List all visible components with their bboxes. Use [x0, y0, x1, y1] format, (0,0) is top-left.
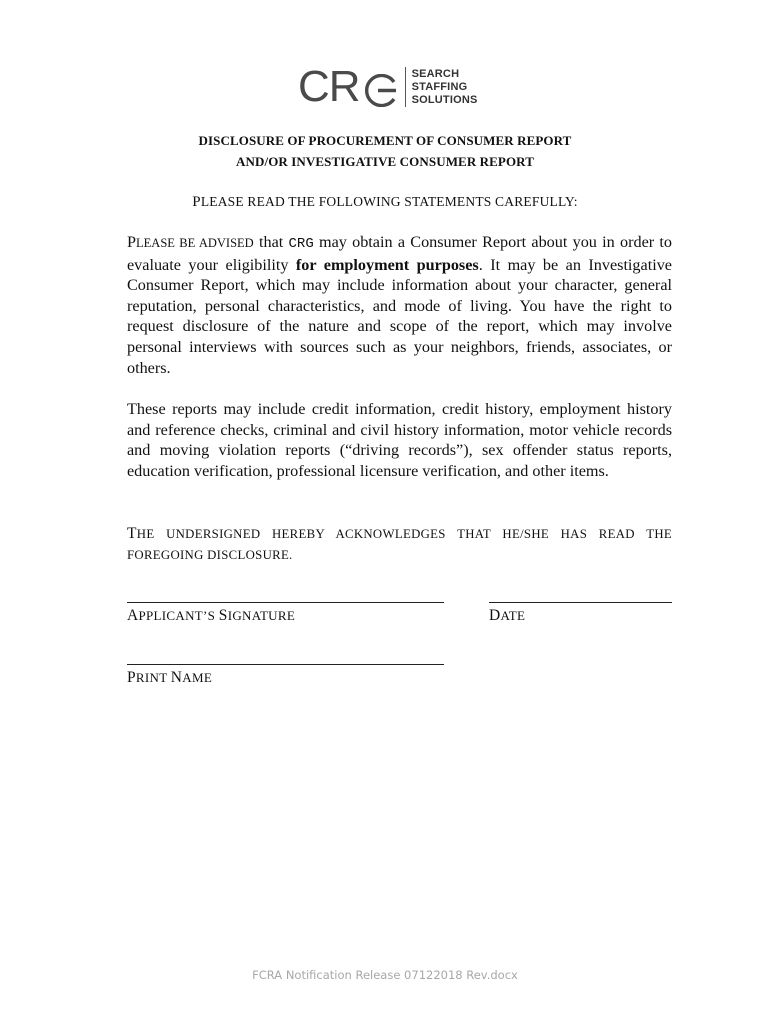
label-text: AME [182, 670, 213, 685]
label-initial: A [127, 607, 139, 624]
logo-tagline [412, 68, 478, 107]
date-label [489, 607, 525, 625]
date-line[interactable] [489, 602, 672, 603]
read-carefully-instruction [0, 194, 770, 211]
acknowledgment-statement [127, 523, 672, 566]
company-logo [298, 64, 478, 110]
label-text: S [207, 608, 219, 623]
advisory-lead-initial: P [127, 233, 137, 251]
instruction-initial: P [192, 194, 201, 210]
document-title-line-2: AND/OR INVESTIGATIVE CONSUMER REPORT [236, 154, 534, 169]
print-name-label [127, 669, 212, 687]
logo-tagline-line: SOLUTIONS [411, 93, 478, 106]
acknowledgment-initial: T [127, 525, 137, 542]
advisory-lead: LEASE BE ADVISED [136, 236, 254, 250]
employment-purposes-emphasis: for employment purposes [295, 255, 479, 274]
advisory-text: . It may be an Investigative Consumer Report, which may include information about your character, general reputation, personal characteristics, and mode of living. You have the right to request disclosure of the nature and scope of the report, which may involve personal interviews with sources such as your neighbors, friends, associates, or others. [127, 255, 672, 377]
label-text: RINT [135, 670, 171, 685]
logo-divider [405, 67, 406, 107]
label-text: ATE [500, 608, 526, 623]
company-name: CRG [288, 236, 314, 252]
advisory-text: that [253, 233, 289, 251]
logo-letters: CR [298, 62, 360, 111]
logo-g-glyph [361, 71, 397, 104]
report-contents-paragraph: These reports may include credit information, credit history, employment history and reference checks, criminal and civil history information, motor vehicle records and moving violation reports (“driving records”), sex offender status reports, education verification, professional licensure verification, and other items. [127, 400, 672, 480]
document-filename-footer: FCRA Notification Release 07122018 Rev.docx [252, 968, 518, 982]
advisory-paragraph [127, 232, 672, 378]
label-initial: N [170, 669, 183, 686]
instruction-text: LEASE READ THE FOLLOWING STATEMENTS CAREFULLY: [200, 194, 578, 209]
signature-line[interactable] [127, 602, 444, 603]
logo-mark [298, 62, 397, 111]
label-text: IGNATURE [227, 608, 296, 623]
advisory-text: may obtain a Consumer Report about you in order to evaluate your eligibility [127, 233, 672, 274]
label-initial: S [218, 607, 228, 624]
logo-tagline-line: STAFFING [411, 80, 468, 93]
label-text: PPLICANT [138, 608, 204, 623]
acknowledgment-text: HE UNDERSIGNED HEREBY ACKNOWLEDGES THAT HE/SHE HAS READ THE FOREGOING DISCLOSURE. [127, 527, 672, 562]
label-initial: D [489, 607, 501, 624]
print-name-line[interactable] [127, 664, 444, 665]
document-title-line-1: DISCLOSURE OF PROCUREMENT OF CONSUMER REPORT [198, 133, 572, 148]
label-apostrophe: ’ [203, 608, 208, 623]
signature-label [127, 607, 295, 625]
label-initial: P [127, 669, 136, 686]
logo-tagline-line: SEARCH [411, 67, 460, 80]
